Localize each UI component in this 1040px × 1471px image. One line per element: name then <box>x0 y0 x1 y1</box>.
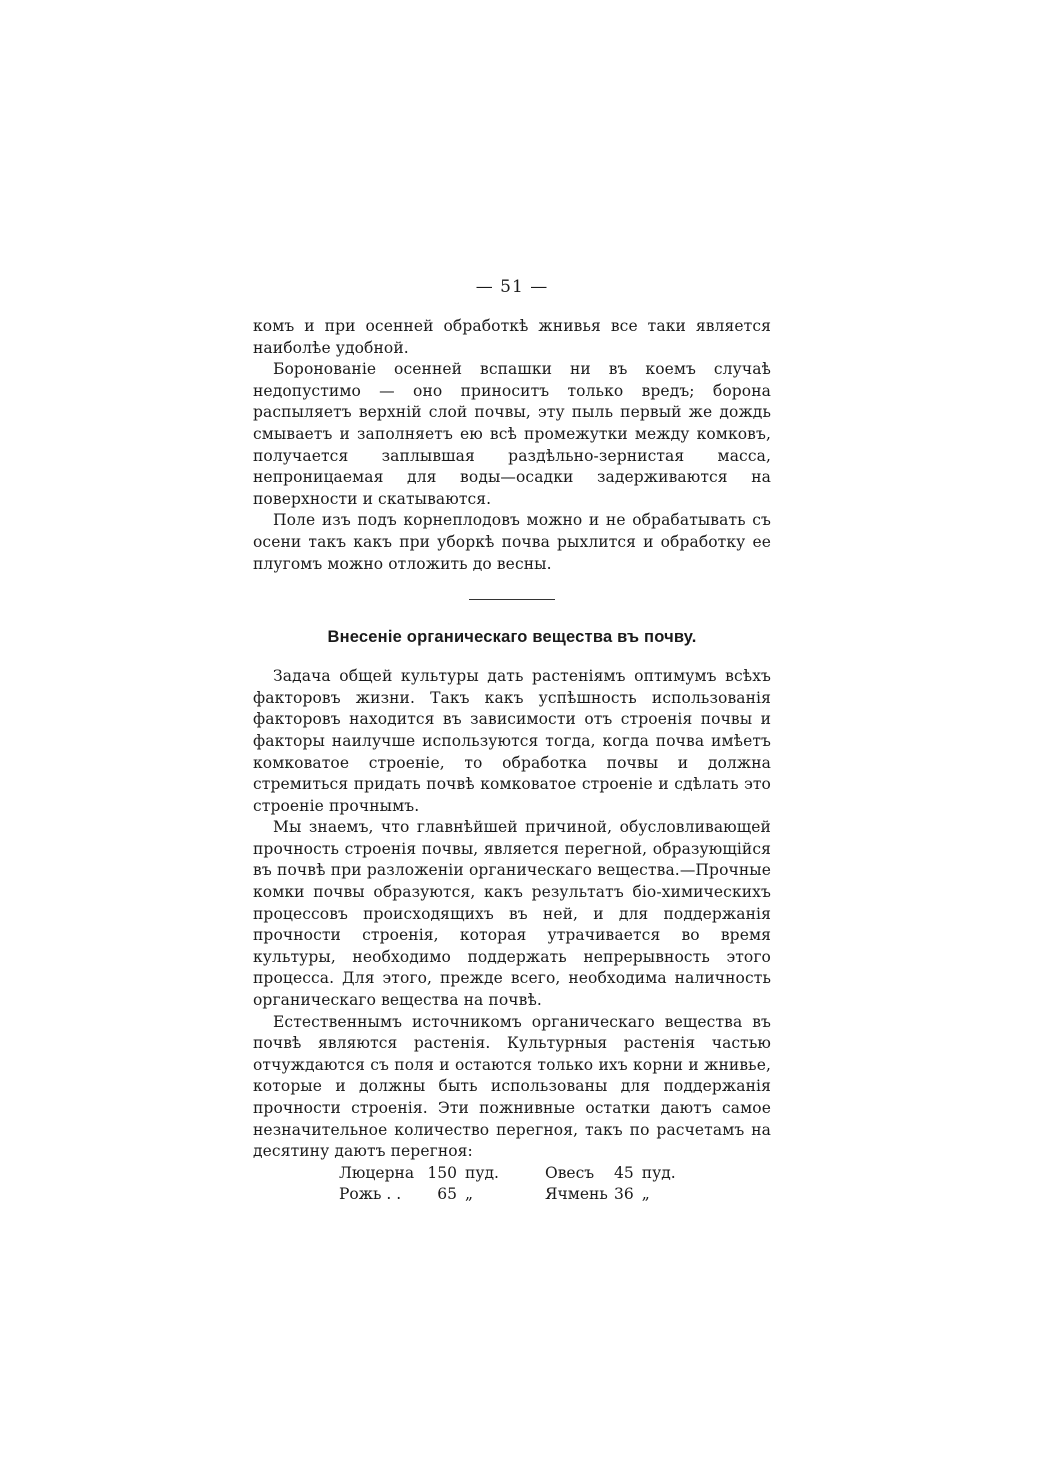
section-divider <box>469 599 555 600</box>
crop-name: Рожь . . <box>339 1185 402 1204</box>
page-number: — 51 — <box>475 277 549 297</box>
crop-name: Овесъ <box>545 1163 595 1182</box>
crop-value: 36 <box>614 1185 634 1204</box>
section-heading: Внесеніе органическаго вещества въ почву. <box>327 628 697 647</box>
paragraph-culture-task: Задача общей культуры дать растеніямъ оптимумъ всѣхъ факторовъ жизни. Такъ какъ успѣшность использованія факторовъ находится въ зависимости отъ строенія почвы и факторы наилучше используются тогда, когда почва имѣетъ комковатое строеніе, то обработка почвы и должна стремиться придать почвѣ комковатое строеніе и сдѣлать это строеніе прочнымъ. <box>253 667 771 815</box>
crop-unit: „ <box>465 1185 474 1204</box>
paragraph-harrowing: Боронованіе осенней вспашки ни въ коемъ случаѣ недопустимо — оно приноситъ только вредъ; борона распыляетъ верхній слой почвы, эту пыль первый же дождь смываетъ и заполняетъ ею всѣ промежутки между комковъ, получается заплывшая раздѣльно-зернистая масса, непроницаемая для воды—осадки задерживаются на поверхности и скатываются. <box>253 360 771 508</box>
paragraph-humus: Мы знаемъ, что главнѣйшей причиной, обусловливающей прочность строенія почвы, является перегной, образующійся въ почвѣ при разложеніи органическаго вещества.—Прочные комки почвы образуются, какъ результатъ біо-химическихъ процессовъ происходящихъ въ ней, и для поддержанія прочности строенія, которая утрачивается во время культуры, необходимо поддержать непрерывность этого процесса. Для этого, прежде всего, необходима наличность органическаго вещества на почвѣ. <box>253 818 771 1010</box>
humus-yield-table <box>339 1163 676 1206</box>
paragraph-root-crops: Поле изъ подъ корнеплодовъ можно и не обрабатывать съ осени такъ какъ при уборкѣ почва рыхлится и обработку ее плугомъ можно отложить до весны. <box>253 511 771 573</box>
crop-name: Люцерна <box>339 1163 415 1182</box>
crop-value: 45 <box>614 1163 634 1182</box>
paragraph-continuation: комъ и при осенней обработкѣ жнивья все таки является наиболѣе удобной. <box>253 317 771 357</box>
book-page <box>253 276 771 1206</box>
crop-name: Ячмень <box>545 1185 608 1204</box>
crop-unit: „ <box>641 1185 650 1204</box>
paragraph-natural-source: Естественнымъ источникомъ органическаго вещества въ почвѣ являются растенія. Культурныя растенія частью отчуждаются съ поля и остаются только ихъ корни и жнивье, которые и должны быть использованы для поддержанія прочности строенія. Эти пожнивные остатки даютъ самое незначительное количество перегноя, такъ по расчетамъ на десятину даютъ перегноя: <box>253 1012 771 1161</box>
crop-unit: пуд. <box>465 1163 499 1182</box>
crop-value: 150 <box>427 1163 457 1182</box>
crop-unit: пуд. <box>641 1163 676 1182</box>
table-row <box>339 1184 676 1206</box>
crop-value: 65 <box>437 1185 457 1204</box>
table-row <box>339 1163 676 1185</box>
